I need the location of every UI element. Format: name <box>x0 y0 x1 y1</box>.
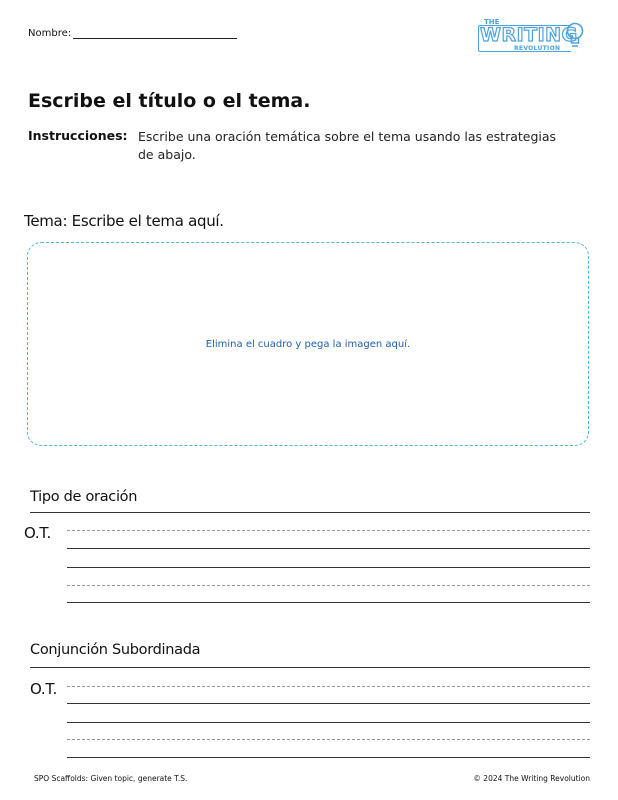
footer-left-text: SPO Scaffolds: Given topic, generate T.S. <box>34 774 188 783</box>
writing-guide-line <box>67 585 590 586</box>
topic-sentence-label: O.T. <box>30 680 57 698</box>
writing-line[interactable] <box>67 602 590 603</box>
logo-revolution: REVOLUTION <box>514 45 561 52</box>
section-title-underline <box>30 512 590 513</box>
instructions-label: Instrucciones: <box>28 128 128 143</box>
section-title-subordinating-conjunction: Conjunción Subordinada <box>30 642 201 658</box>
logo-writing: WRITING <box>480 24 578 46</box>
writing-line[interactable] <box>67 548 590 549</box>
writing-guide-line <box>67 739 590 740</box>
image-placeholder-text: Elimina el cuadro y pega la imagen aquí. <box>205 338 411 350</box>
name-blank-line[interactable] <box>73 28 237 39</box>
writing-line[interactable] <box>67 757 590 758</box>
writing-line[interactable] <box>67 703 590 704</box>
logo-the: THE <box>484 18 500 26</box>
topic-sentence-label: O.T. <box>24 524 51 542</box>
footer-copyright: © 2024 The Writing Revolution <box>473 774 590 783</box>
lightbulb-icon <box>566 20 584 50</box>
name-field <box>28 28 237 39</box>
section-title-underline <box>30 667 590 668</box>
name-label: Nombre: <box>28 28 72 39</box>
writing-guide-line <box>67 686 590 687</box>
instructions-text: Escribe una oración temática sobre el tema usando las estrategias de abajo. <box>138 129 557 162</box>
writing-guide-line <box>67 530 590 531</box>
topic-heading[interactable]: Tema: Escribe el tema aquí. <box>24 212 224 230</box>
section-title-sentence-type: Tipo de oración <box>30 489 138 505</box>
writing-line[interactable] <box>67 722 590 723</box>
page-title: Escribe el título o el tema. <box>28 90 311 112</box>
image-placeholder-box[interactable] <box>27 242 589 446</box>
writing-line[interactable] <box>67 567 590 568</box>
writing-revolution-logo <box>478 18 590 56</box>
